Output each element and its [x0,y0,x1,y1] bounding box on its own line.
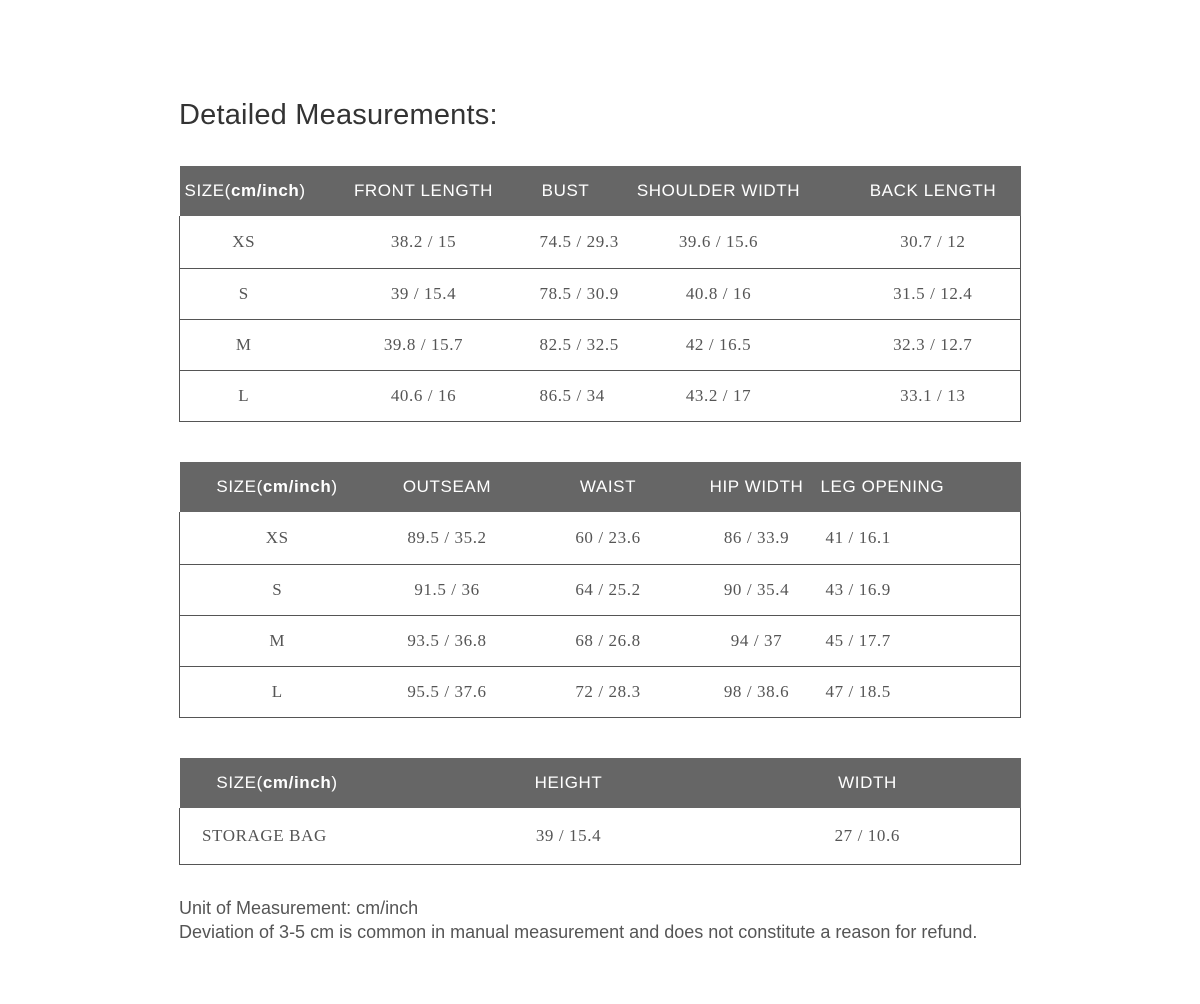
size-column-header: SIZE(cm/inch) [180,166,308,216]
table-cell: 68 / 26.8 [520,616,697,667]
table-cell: 39.8 / 15.7 [308,320,540,371]
table-cell: 78.5 / 30.9 [540,269,592,320]
table-cell: 98 / 38.6 [697,667,817,718]
table-row [180,371,1021,422]
table-row [180,269,1021,320]
measurement-unit-note: Unit of Measurement: cm/inch [179,898,419,918]
table-row [180,216,1021,269]
table-cell: 42 / 16.5 [592,320,846,371]
table-row [180,565,1021,616]
size-cell: L [180,371,308,422]
size-cell: S [180,269,308,320]
column-header: WAIST [520,462,697,512]
table-cell: 39.6 / 15.6 [592,216,846,269]
size-cell: XS [180,512,375,565]
table-cell: 30.7 / 12 [846,216,1021,269]
table-cell: 82.5 / 32.5 [540,320,592,371]
table-cell: 86 / 33.9 [697,512,817,565]
table-cell: 31.5 / 12.4 [846,269,1021,320]
table-cell: 39 / 15.4 [375,808,795,865]
table-row [180,512,1021,565]
column-header: LEG OPENING [817,462,1021,512]
table-header-row [180,166,1021,216]
table-cell: 43.2 / 17 [592,371,846,422]
table-row [180,808,1021,865]
table-row [180,320,1021,371]
size-cell: M [180,616,375,667]
pants-size-table [179,462,1021,718]
size-cell: XS [180,216,308,269]
table-cell: 90 / 35.4 [697,565,817,616]
table-cell: 64 / 25.2 [520,565,697,616]
table-cell: 38.2 / 15 [308,216,540,269]
size-column-header: SIZE(cm/inch) [180,462,375,512]
table-cell: 40.6 / 16 [308,371,540,422]
table-cell: 86.5 / 34 [540,371,592,422]
size-cell: M [180,320,308,371]
table-header-row [180,462,1021,512]
column-header: BUST [540,166,592,216]
size-cell: STORAGE BAG [180,808,375,865]
table-cell: 94 / 37 [697,616,817,667]
table-cell: 45 / 17.7 [817,616,1021,667]
table-cell: 89.5 / 35.2 [375,512,520,565]
size-column-header: SIZE(cm/inch) [180,758,375,808]
table-header-row [180,758,1021,808]
table-cell: 43 / 16.9 [817,565,1021,616]
table-cell: 93.5 / 36.8 [375,616,520,667]
table-cell: 32.3 / 12.7 [846,320,1021,371]
table-cell: 74.5 / 29.3 [540,216,592,269]
table-row [180,667,1021,718]
column-header: HEIGHT [375,758,795,808]
column-header: FRONT LENGTH [308,166,540,216]
table-cell: 39 / 15.4 [308,269,540,320]
table-cell: 41 / 16.1 [817,512,1021,565]
page-title: Detailed Measurements: [179,99,498,131]
table-cell: 72 / 28.3 [520,667,697,718]
table-cell: 91.5 / 36 [375,565,520,616]
column-header: WIDTH [795,758,1021,808]
size-cell: L [180,667,375,718]
table-cell: 27 / 10.6 [795,808,1021,865]
storage-bag-table [179,758,1021,865]
column-header: SHOULDER WIDTH [592,166,846,216]
column-header: OUTSEAM [375,462,520,512]
table-cell: 47 / 18.5 [817,667,1021,718]
table-cell: 40.8 / 16 [592,269,846,320]
column-header: HIP WIDTH [697,462,817,512]
tops-size-table [179,166,1021,422]
table-cell: 95.5 / 37.6 [375,667,520,718]
size-cell: S [180,565,375,616]
table-cell: 60 / 23.6 [520,512,697,565]
table-cell: 33.1 / 13 [846,371,1021,422]
deviation-note: Deviation of 3-5 cm is common in manual measurement and does not constitute a reason for refund. [179,922,978,942]
table-row [180,616,1021,667]
column-header: BACK LENGTH [846,166,1021,216]
